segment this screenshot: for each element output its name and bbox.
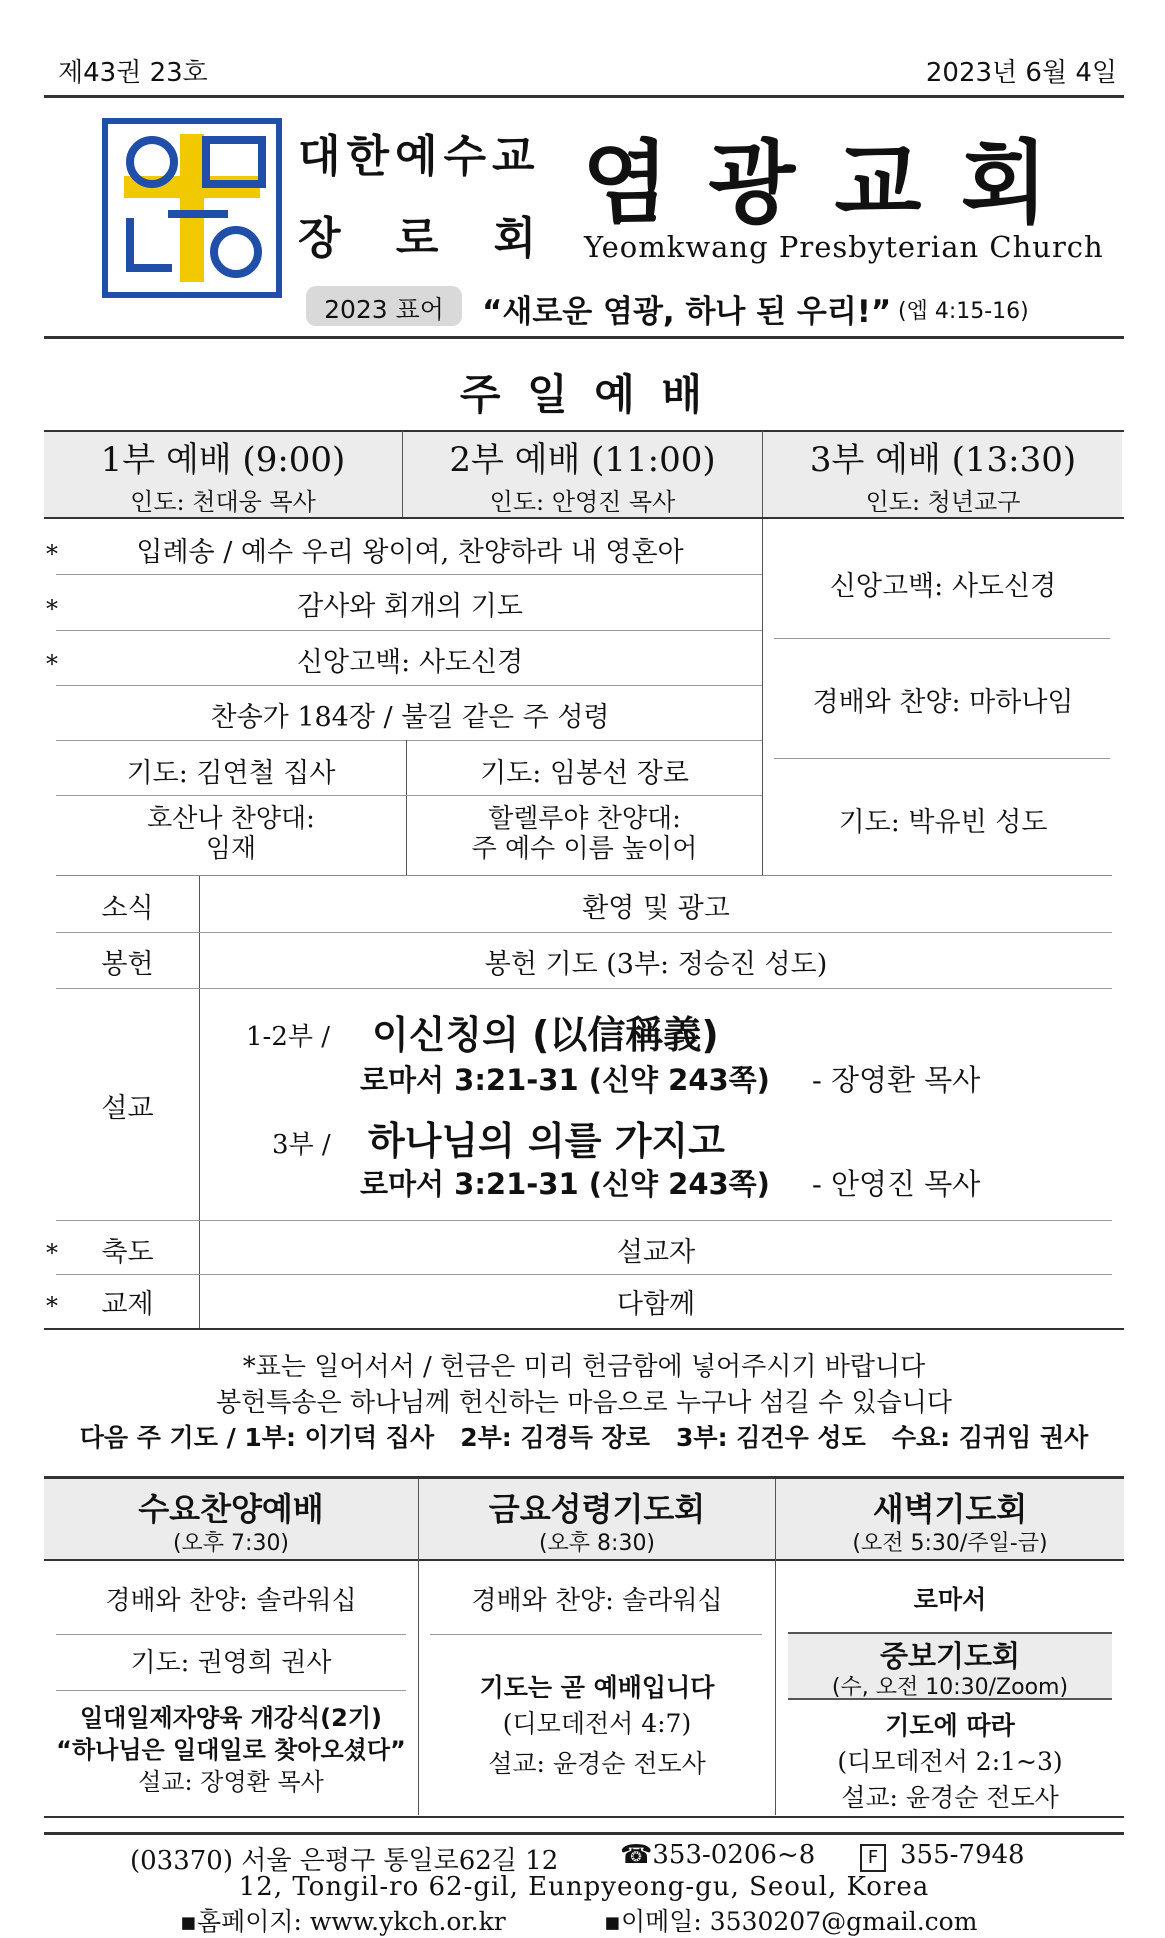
intercession-time: (수, 오전 10:30/Zoom) [831, 1675, 1069, 1700]
note-special-offering: 봉헌특송은 하나님께 헌신하는 마음으로 누구나 섬길 수 있습니다 [216, 1388, 952, 1418]
service-3-leader: 인도: 청년교구 [865, 488, 1021, 516]
friday-worship: 경배와 찬양: 솔라워십 [471, 1586, 723, 1616]
table-bottom-rule [44, 1328, 1124, 1330]
church-logo [102, 118, 282, 298]
wednesday-event-preacher: 설교: 장영환 목사 [138, 1768, 324, 1796]
motto-label: 2023 표어 [324, 295, 444, 324]
service-2-title: 2부 예배 (11:00) [449, 440, 716, 480]
wednesday-worship: 경배와 찬양: 솔라워십 [105, 1586, 357, 1616]
dawn-time: (오전 5:30/주일-금) [852, 1531, 1048, 1556]
order-3-prayer: 기도: 박유빈 성도 [838, 807, 1048, 838]
order-creed: 신앙고백: 사도신경 [296, 647, 524, 678]
address-korean: (03370) 서울 은평구 통일로62길 12 [130, 1846, 559, 1876]
intercession-preacher: 설교: 윤경순 전도사 [841, 1783, 1059, 1812]
service-2-leader: 인도: 안영진 목사 [489, 488, 676, 516]
sermon-1-preacher: - 장영환 목사 [812, 1063, 981, 1097]
intercession-title: 중보기도회 [879, 1639, 1021, 1673]
motto-text: “새로운 염광, 하나 된 우리!” [482, 294, 892, 330]
intercession-reference: (디모데전서 2:1~3) [837, 1747, 1063, 1776]
sermon-label: 설교 [101, 1093, 154, 1124]
service-1-leader: 인도: 천대웅 목사 [130, 488, 316, 516]
sermon-2-text: 로마서 3:21-31 (신약 243쪽) [360, 1167, 770, 1201]
denomination-line1: 대한예수교 [298, 131, 541, 182]
news-label: 소식 [101, 893, 154, 924]
fellowship-value: 다함께 [616, 1289, 696, 1320]
prayer-service-2: 기도: 임봉선 장로 [480, 758, 689, 789]
offering-label: 봉헌 [101, 949, 154, 980]
order-3-creed: 신앙고백: 사도신경 [829, 571, 1057, 602]
friday-time: (오후 8:30) [538, 1531, 656, 1556]
choir-service-1: 호산나 찬양대: 임재 [147, 804, 315, 864]
order-entrance-hymn: 입례송 / 예수 우리 왕이여, 찬양하라 내 영혼아 [136, 537, 684, 568]
note-standing: *표는 일어서서 / 헌금은 미리 헌금함에 넣어주시기 바랍니다 [242, 1352, 926, 1382]
header-top-rule [44, 95, 1124, 98]
wednesday-title: 수요찬양예배 [138, 1490, 324, 1528]
prayer-service-1: 기도: 김연철 집사 [126, 758, 336, 789]
blessing-value: 설교자 [616, 1237, 696, 1268]
service-1-title: 1부 예배 (9:00) [100, 440, 346, 480]
friday-preacher: 설교: 윤경순 전도사 [488, 1749, 706, 1778]
sermon-1-text: 로마서 3:21-31 (신약 243쪽) [360, 1063, 770, 1097]
news-value: 환영 및 광고 [582, 893, 730, 924]
offering-value: 봉헌 기도 (3부: 정승진 성도) [484, 949, 828, 980]
sermon-1-title: 이신칭의 (以信稱義) [372, 1013, 719, 1057]
homepage-link[interactable]: ▪홈페이지: www.ykch.or.kr [180, 1907, 506, 1936]
church-name: 염 광 교 회 [582, 131, 1052, 236]
wednesday-time: (오후 7:30) [172, 1531, 290, 1556]
order-confession-prayer: 감사와 회개의 기도 [297, 591, 523, 622]
sermon-2-part: 3부 / [272, 1130, 331, 1160]
order-hymn: 찬송가 184장 / 불길 같은 주 성령 [210, 702, 610, 733]
wednesday-prayer: 기도: 권영희 권사 [130, 1648, 332, 1678]
denomination-line2: 장 로 회 [298, 213, 557, 264]
choir-service-2: 할렐루야 찬양대: 주 예수 이름 높이어 [471, 804, 698, 864]
fax-number: 355-7948 [900, 1840, 1025, 1870]
motto-reference: (엡 4:15-16) [898, 299, 1029, 324]
fax-icon: F [860, 1844, 886, 1872]
dawn-title: 새벽기도회 [872, 1490, 1028, 1528]
address-english: 12, Tongil-ro 62-gil, Eunpyeong-gu, Seoul, Korea [238, 1872, 930, 1902]
church-name-english: Yeomkwang Presbyterian Church [584, 230, 1104, 264]
next-week-prayer: 다음 주 기도 / 1부: 이기덕 집사 2부: 김경득 장로 3부: 김건우 성도 수요: 김귀임 권사 [79, 1423, 1089, 1452]
volume-number: 제43권 23호 [58, 58, 208, 88]
order-3-worship: 경배와 찬양: 마하나임 [812, 687, 1074, 718]
issue-date: 2023년 6월 4일 [925, 58, 1117, 88]
sermon-1-part: 1-2부 / [246, 1022, 331, 1052]
service-title: 주 일 예 배 [459, 370, 709, 419]
dawn-book: 로마서 [913, 1585, 987, 1614]
phone-number: ☎353-0206~8 [620, 1840, 816, 1870]
service-3-title: 3부 예배 (13:30) [809, 440, 1077, 480]
fellowship-label: 교제 [101, 1289, 154, 1320]
friday-title: 금요성령기도회 [488, 1490, 706, 1528]
blessing-label: 축도 [101, 1237, 154, 1268]
friday-message: 기도는 곧 예배입니다 [479, 1673, 715, 1702]
email-link[interactable]: ▪이메일: 3530207@gmail.com [604, 1907, 978, 1936]
wednesday-event-subtitle: “하나님은 일대일로 찾아오셨다” [56, 1736, 406, 1764]
sermon-2-title: 하나님의 의를 가지고 [368, 1119, 725, 1163]
wednesday-event-title: 일대일제자양육 개강식(2기) [79, 1704, 382, 1732]
table-header-rule [44, 517, 1124, 519]
sermon-2-preacher: - 안영진 목사 [812, 1167, 981, 1201]
header-bottom-rule [44, 336, 1124, 339]
friday-reference: (디모데전서 4:7) [502, 1709, 692, 1738]
intercession-message: 기도에 따라 [885, 1711, 1015, 1740]
